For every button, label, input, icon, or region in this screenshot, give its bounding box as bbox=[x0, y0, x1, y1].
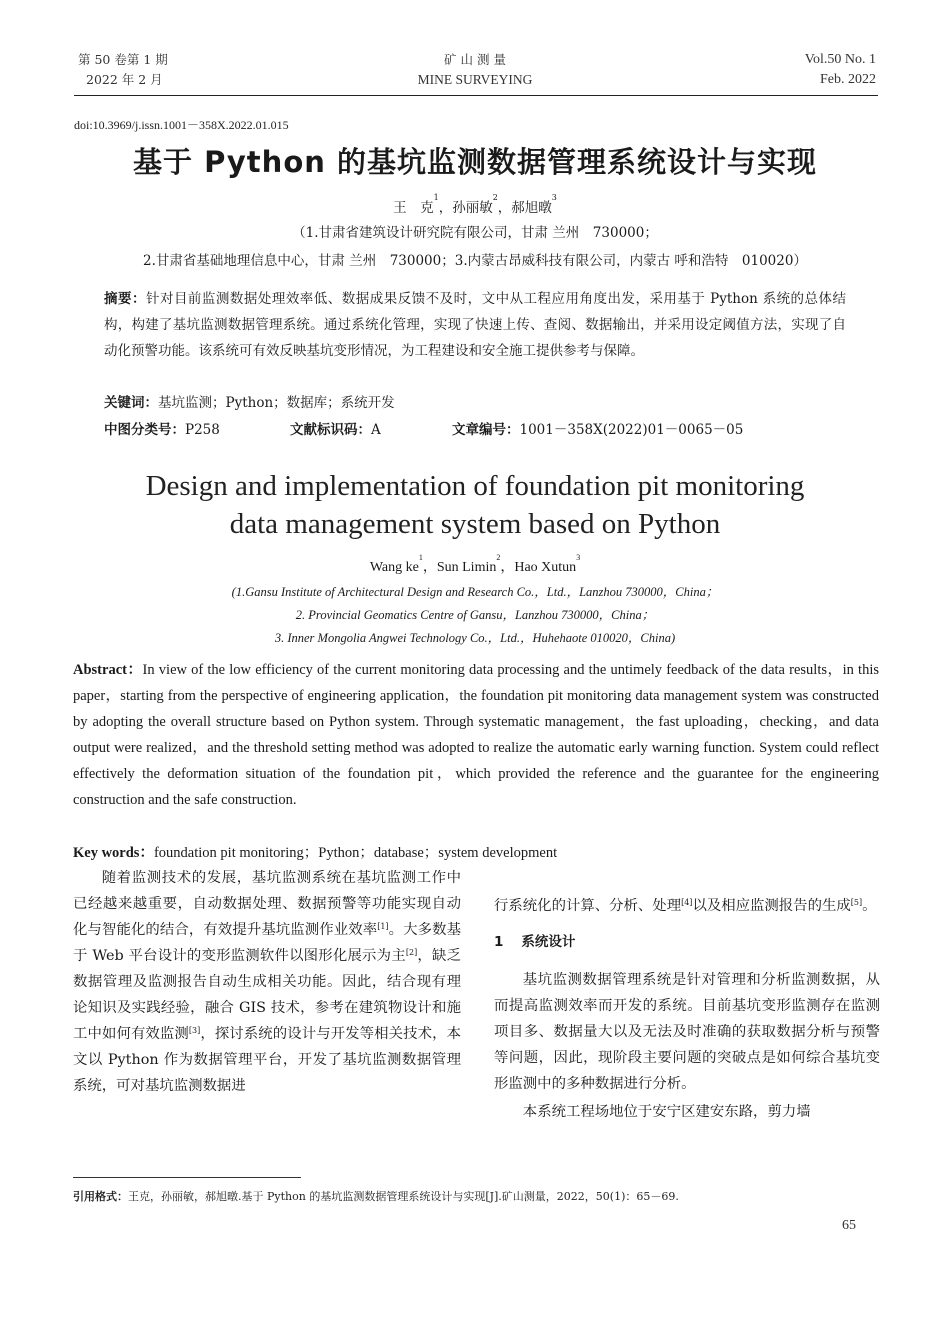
page-number: 65 bbox=[842, 1218, 856, 1233]
intro-cont-text-2: 以及相应监测报告的生成 bbox=[692, 898, 851, 914]
author-en-1: Wang ke bbox=[369, 560, 419, 575]
affiliation-en-2: 2. Provincial Geomatics Centre of Gansu，Lanzhou 730000，China； bbox=[295, 608, 655, 622]
journal-name-cn: 矿 山 测 量 bbox=[444, 52, 506, 67]
intro-cont-text-3: 。 bbox=[862, 898, 877, 914]
citation-ref-2[interactable]: [2] bbox=[405, 948, 418, 957]
authors-en bbox=[0, 553, 950, 576]
author-2-aff: 2 bbox=[492, 193, 498, 202]
section-heading-1 bbox=[494, 929, 880, 955]
clc-label: 中图分类号： bbox=[104, 422, 185, 438]
art-value: 1001－358X(2022)01－0065－05 bbox=[519, 422, 744, 438]
citation-ref-1[interactable]: [1] bbox=[377, 922, 389, 931]
keywords-en bbox=[73, 841, 557, 862]
document-code bbox=[290, 418, 381, 438]
abstract-en-text: In view of the low efficiency of the current monitoring data processing and the untimely feedback of the data results，in this paper，starting from the perspective of engineering application，the foundation pit monitoring data management system was constructed by adopting the overall structure based on Python system. Through systematic management，the fast uploading，checking，and data output were realized，and the threshold setting method was adopted to realize the automatic early warning function. System could reflect effectively the deformation situation of the foundation pit，which provided the reference and the guarantee for the engineering construction and the safe construction. bbox=[73, 662, 879, 808]
author-3-aff: 3 bbox=[551, 193, 557, 202]
doc-value: A bbox=[371, 422, 381, 438]
authors-cn bbox=[0, 193, 950, 216]
citation-ref-5[interactable]: [5] bbox=[850, 898, 863, 907]
title-en-line-2: data management system based on Python bbox=[229, 508, 721, 540]
intro-text-2: 。大多数基于 Web 平台设计的变形监测软件以图形化展示为主 bbox=[73, 922, 461, 964]
volume-issue: 第 50 卷第 1 期 bbox=[78, 52, 168, 67]
body-right-column bbox=[494, 893, 880, 1125]
intro-text-1: 随着监测技术的发展，基坑监测系统在基坑监测工作中已经越来越重要，自动数据处理、数据预警等功能实现自动化与智能化的结合，有效提升基坑监测作业效率 bbox=[73, 870, 461, 938]
section-number: 1 bbox=[494, 934, 504, 950]
author-en-3-aff: 3 bbox=[576, 553, 581, 562]
intro-continuation bbox=[494, 893, 880, 919]
author-en-2-aff: 2 bbox=[496, 553, 501, 562]
date-en: Feb. 2022 bbox=[820, 72, 876, 87]
abstract-cn bbox=[104, 286, 846, 364]
author-2: ，孙丽敏 bbox=[438, 200, 493, 216]
author-en-3: ，Hao Xutun bbox=[500, 560, 577, 575]
citation-ref-3[interactable]: [3] bbox=[188, 1026, 201, 1035]
title-en-line-1: Design and implementation of foundation pit monitoring bbox=[145, 470, 805, 502]
doi: doi:10.3969/j.issn.1001－358X.2022.01.015 bbox=[74, 118, 289, 132]
clc-value: P258 bbox=[185, 422, 220, 438]
title-en bbox=[0, 467, 950, 543]
affiliation-en-1: (1.Gansu Institute of Architectural Design and Research Co.，Ltd.，Lanzhou 730000，China； bbox=[231, 585, 719, 599]
author-1: 王 克 bbox=[393, 200, 434, 216]
abstract-en bbox=[73, 657, 879, 813]
intro-paragraph bbox=[73, 865, 461, 1099]
affiliation-en-3: 3. Inner Mongolia Angwei Technology Co.，Ltd.，Huhehaote 010020，China) bbox=[274, 631, 676, 645]
citation-format bbox=[73, 1188, 679, 1204]
author-en-1-aff: 1 bbox=[418, 553, 423, 562]
affiliation-cn-1: （1.甘肃省建筑设计研究院有限公司，甘肃 兰州 730000； bbox=[292, 225, 658, 241]
intro-cont-text-1: 行系统化的计算、分析、处理 bbox=[494, 898, 682, 914]
citation-text: 王克，孙丽敏，郝旭暾.基于 Python 的基坑监测数据管理系统设计与实现[J].矿山测量，2022，50(1)：65－69. bbox=[128, 1190, 679, 1203]
abstract-en-label: Abstract： bbox=[73, 662, 143, 678]
journal-name-en: MINE SURVEYING bbox=[417, 72, 533, 87]
section-1-paragraph-2: 本系统工程场地位于安宁区建安东路，剪力墙 bbox=[522, 1104, 811, 1120]
body-left-column bbox=[73, 865, 461, 1099]
art-label: 文章编号： bbox=[452, 422, 520, 438]
article-number bbox=[452, 418, 743, 438]
keywords-cn-label: 关键词： bbox=[104, 395, 158, 411]
citation-label: 引用格式： bbox=[73, 1190, 128, 1203]
abstract-cn-text: 针对目前监测数据处理效率低、数据成果反馈不及时，文中从工程应用角度出发，采用基于 Python 系统的总体结构，构建了基坑监测数据管理系统。通过系统化管理，实现了快速上传、查阅、数据输出，并采用设定阈值方法，实现了自动化预警功能。该系统可有效反映基坑变形情况，为工程建设和安全施工提供参考与保障。 bbox=[104, 291, 847, 359]
keywords-en-text: foundation pit monitoring；Python；database；system development bbox=[153, 845, 558, 861]
intro-text-3: ，缺乏数据管理及监测报告自动生成相关功能。因此，结合现有理论知识及实践经验，融合 GIS 技术，参考在建筑物设计和施工中如何有效监测 bbox=[73, 948, 461, 1042]
abstract-cn-label: 摘要： bbox=[104, 291, 146, 307]
keywords-cn bbox=[104, 391, 395, 411]
section-1-paragraph-1: 基坑监测数据管理系统是针对管理和分析监测数据，从而提高监测效率而开发的系统。目前基坑变形监测存在监测项目多、数据量大以及无法及时准确的获取数据分析与预警等问题，因此，现阶段主要问题的突破点是如何综合基坑变形监测中的多种数据进行分析。 bbox=[494, 972, 880, 1092]
author-3: ，郝旭暾 bbox=[497, 200, 552, 216]
section-title: 系统设计 bbox=[521, 934, 576, 950]
keywords-en-label: Key words： bbox=[73, 845, 154, 861]
author-en-2: ，Sun Limin bbox=[422, 560, 497, 575]
doc-label: 文献标识码： bbox=[290, 422, 371, 438]
keywords-cn-text: 基坑监测；Python；数据库；系统开发 bbox=[158, 395, 395, 411]
affiliation-cn-2: 2.甘肃省基础地理信息中心，甘肃 兰州 730000；3.内蒙古昂威科技有限公司，内蒙古 呼和浩特 010020） bbox=[143, 253, 807, 269]
header-rule bbox=[74, 95, 878, 96]
clc-code bbox=[104, 418, 220, 438]
issue-date-cn: 2022 年 2 月 bbox=[86, 72, 163, 87]
title-cn: 基于 Python 的基坑监测数据管理系统设计与实现 bbox=[133, 145, 817, 179]
citation-ref-4[interactable]: [4] bbox=[681, 898, 693, 907]
footnote-rule bbox=[73, 1177, 301, 1178]
journal-volume-en bbox=[805, 50, 876, 90]
intro-text-4: ，探讨系统的设计与开发等相关技术，本文以 Python 作为数据管理平台，开发了基坑监测数据管理系统，可对基坑监测数据进 bbox=[73, 1026, 461, 1094]
volume-en: Vol.50 No. 1 bbox=[804, 52, 876, 67]
author-1-aff: 1 bbox=[433, 193, 439, 202]
